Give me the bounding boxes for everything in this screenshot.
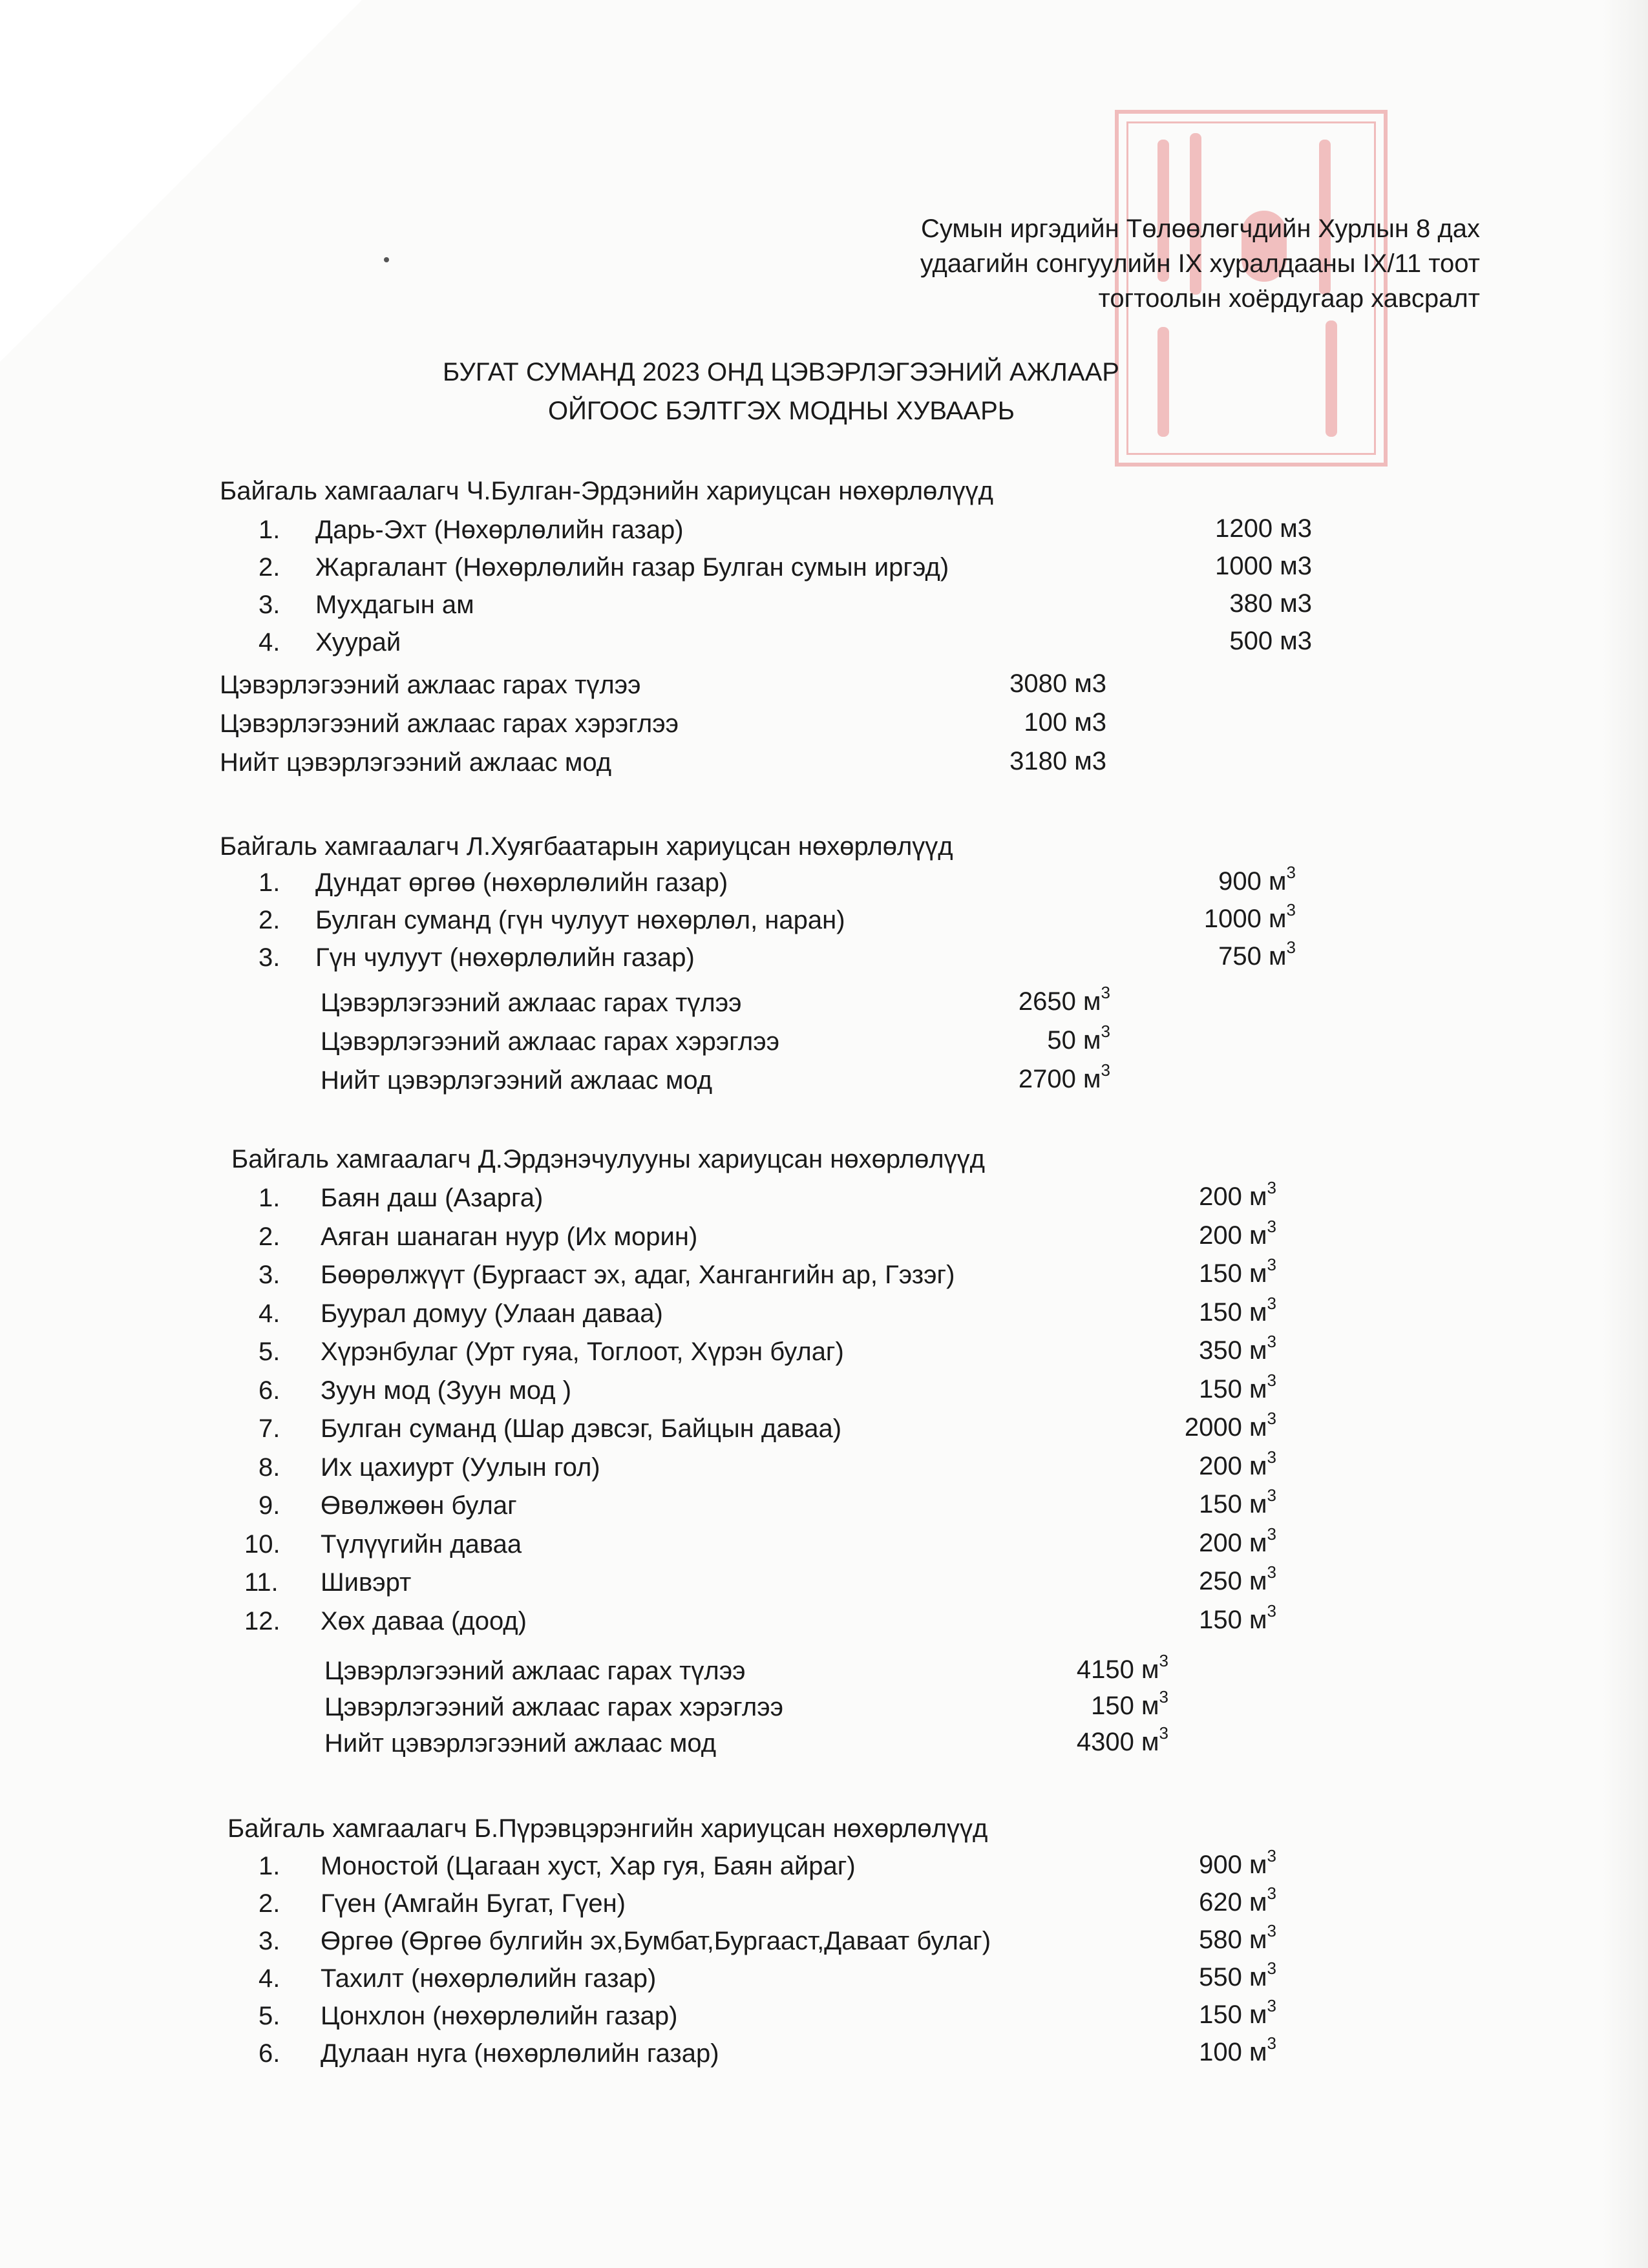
item-name: Аяган шанаган нуур (Их морин) [321,1223,698,1251]
total-quantity: 4150 $м^3$ [1076,1650,1168,1684]
unit-superscript: 3 [1159,1686,1168,1706]
item-quantity: 250 $м^3$ [1199,1562,1276,1595]
total-label: Цэвэрлэгээний ажлаас гарах хэрэглээ [321,1027,780,1056]
total-label: Цэвэрлэгээний ажлаас гарах түлээ [324,1657,746,1685]
item-number: 12. [244,1607,280,1635]
item-quantity: 200 $м^3$ [1199,1447,1276,1480]
item-quantity: 200 $м^3$ [1199,1524,1276,1557]
unit-superscript: 3 [1101,1021,1110,1041]
unit-superscript: 3 [1286,862,1296,882]
item-number: 1. [259,1852,280,1880]
header-line-3: тогтоолын хоёрдугаар хавсралт [1098,284,1480,313]
item-number: 5. [259,2002,280,2030]
header-line-1: Сумын иргэдийн Төлөөлөгчдийн Хурлын 8 дах [920,215,1480,243]
scan-speck [384,257,389,262]
unit-superscript: 3 [1267,2033,1276,2053]
stamp-script-glyph [1326,320,1337,437]
item-number: 6. [259,1376,280,1405]
section-heading: Байгаль хамгаалагч Д.Эрдэнэчулууны хариуцсан нөхөрлөлүүд [231,1145,985,1173]
section-heading: Байгаль хамгаалагч Б.Пүрэвцэрэнгийн хариуцсан нөхөрлөлүүд [227,1814,988,1843]
item-name: Гүен (Амгайн Бугат, Гүен) [321,1889,626,1918]
item-quantity: 150 $м^3$ [1199,1601,1276,1634]
unit-superscript: 3 [1267,1995,1276,2015]
total-label: Нийт цэвэрлэгээний ажлаас мод [321,1066,713,1095]
item-quantity: 620 $м^3$ [1199,1883,1276,1916]
unit-superscript: 3 [1267,1293,1276,1313]
item-quantity: 900 $м^3$ [1199,1845,1276,1879]
section-heading: Байгаль хамгаалагч Ч.Булган-Эрдэнийн хариуцсан нөхөрлөлүүд [220,477,993,505]
unit-superscript: 3 [1101,982,1110,1002]
unit-superscript: 3 [1267,1408,1276,1428]
unit-superscript: 3 [1267,1216,1276,1236]
unit-superscript: 3 [1286,937,1296,957]
item-name: Мухдагын ам [315,591,474,619]
item-name: Тахилт (нөхөрлөлийн газар) [321,1964,657,1993]
unit-superscript: 3 [1267,1254,1276,1274]
item-name: Дундат өргөө (нөхөрлөлийн газар) [315,868,728,897]
item-number: 3. [259,1927,280,1955]
item-number: 2. [259,906,280,934]
total-label: Цэвэрлэгээний ажлаас гарах хэрэглээ [324,1693,784,1721]
item-quantity: 150 $м^3$ [1199,1254,1276,1288]
item-name: Шивэрт [321,1568,412,1597]
item-number: 2. [259,553,280,582]
item-number: 3. [259,1261,280,1289]
item-name: Түлүүгийн даваа [321,1530,522,1559]
unit-superscript: 3 [1267,1562,1276,1582]
item-number: 11. [244,1568,279,1597]
total-quantity: 150 $м^3$ [1091,1686,1168,1720]
item-number: 2. [259,1223,280,1251]
item-name: Цонхлон (нөхөрлөлийн газар) [321,2002,678,2030]
item-name: Жаргалант (Нөхөрлөлийн газар Булган сумын иргэд) [315,553,949,582]
item-quantity: 750 $м^3$ [1218,937,1296,971]
item-name: Дарь-Эхт (Нөхөрлөлийн газар) [315,516,684,544]
unit-superscript: 3 [1267,1601,1276,1621]
item-quantity: 200 $м^3$ [1199,1216,1276,1250]
item-name: Өвөлжөөн булаг [321,1491,517,1520]
total-quantity: 2650 $м^3$ [1018,982,1110,1016]
item-quantity: 150 $м^3$ [1199,1293,1276,1327]
title-line-1: БУГАТ СУМАНД 2023 ОНД ЦЭВЭРЛЭГЭЭНИЙ АЖЛААР [443,358,1119,386]
unit-superscript: 3 [1267,1370,1276,1390]
unit-superscript: 3 [1159,1650,1168,1670]
item-name: Моностой (Цагаан хуст, Хар гуя, Баян айраг) [321,1852,856,1880]
item-number: 5. [259,1338,280,1366]
item-number: 3. [259,591,280,619]
page-edge-shadow [1603,0,1648,2268]
total-quantity: 50 $м^3$ [1047,1021,1110,1055]
item-quantity: 150 $м^3$ [1199,1370,1276,1403]
total-label: Нийт цэвэрлэгээний ажлаас мод [220,748,612,777]
unit-superscript: 3 [1286,899,1296,919]
item-name: Хөх даваа (доод) [321,1607,527,1635]
item-name: Гүн чулуут (нөхөрлөлийн газар) [315,943,695,972]
item-quantity: 350 $м^3$ [1199,1331,1276,1365]
total-label: Цэвэрлэгээний ажлаас гарах түлээ [220,671,641,699]
item-number: 1. [259,868,280,897]
total-label: Нийт цэвэрлэгээний ажлаас мод [324,1729,717,1758]
total-quantity: 4300 $м^3$ [1076,1723,1168,1756]
item-name: Өргөө (Өргөө булгийн эх,Бумбат,Бургааст,Даваат булаг) [321,1927,991,1955]
item-quantity: 550 $м^3$ [1199,1958,1276,1991]
item-quantity: 580 $м^3$ [1199,1920,1276,1954]
total-quantity: 100 м3 [1024,708,1106,737]
item-name: Баян даш (Азарга) [321,1184,544,1212]
unit-superscript: 3 [1267,1958,1276,1978]
item-number: 7. [259,1414,280,1443]
item-quantity: 150 $м^3$ [1199,1485,1276,1518]
stamp-script-glyph [1157,327,1169,437]
item-number: 6. [259,2039,280,2068]
total-quantity: 2700 $м^3$ [1018,1060,1110,1093]
item-number: 8. [259,1453,280,1482]
unit-superscript: 3 [1267,1331,1276,1351]
unit-superscript: 3 [1267,1883,1276,1903]
unit-superscript: 3 [1267,1920,1276,1940]
unit-superscript: 3 [1267,1845,1276,1865]
unit-superscript: 3 [1267,1485,1276,1505]
item-name: Хуурай [315,628,401,656]
item-quantity: 1200 м3 [1215,514,1312,543]
unit-superscript: 3 [1267,1177,1276,1197]
unit-superscript: 3 [1101,1060,1110,1080]
item-name: Булган суманд (Шар дэвсэг, Байцын даваа) [321,1414,842,1443]
item-name: Бөөрөлжүүт (Бургааст эх, адаг, Хангангийн ар, Гэзэг) [321,1261,955,1289]
title-line-2: ОЙГООС БЭЛТГЭХ МОДНЫ ХУВААРЬ [548,397,1015,425]
item-name: Их цахиурт (Уулын гол) [321,1453,600,1482]
total-label: Цэвэрлэгээний ажлаас гарах түлээ [321,989,742,1017]
item-quantity: 100 $м^3$ [1199,2033,1276,2066]
item-quantity: 900 $м^3$ [1218,862,1296,896]
item-quantity: 1000 м3 [1215,552,1312,580]
item-number: 1. [259,1184,280,1212]
item-name: Буурал домуу (Улаан даваа) [321,1299,663,1328]
section-heading: Байгаль хамгаалагч Л.Хуягбаатарын хариуцсан нөхөрлөлүүд [220,832,953,861]
item-quantity: 2000 $м^3$ [1184,1408,1276,1442]
item-quantity: 150 $м^3$ [1199,1995,1276,2029]
item-quantity: 1000 $м^3$ [1203,899,1296,933]
item-name: Хүрэнбулаг (Урт гуяа, Тоглоот, Хүрэн булаг) [321,1338,844,1366]
unit-superscript: 3 [1267,1524,1276,1544]
item-name: Дулаан нуга (нөхөрлөлийн газар) [321,2039,719,2068]
item-number: 4. [259,1299,280,1328]
item-name: Зуун мод (Зуун мод ) [321,1376,572,1405]
item-number: 10. [244,1530,280,1559]
item-quantity: 380 м3 [1229,589,1312,618]
item-quantity: 500 м3 [1229,627,1312,655]
header-line-2: удаагийн сонгуулийн IX хуралдааны IX/11 тоот [920,249,1480,278]
item-number: 1. [259,516,280,544]
item-quantity: 200 $м^3$ [1199,1177,1276,1211]
total-quantity: 3180 м3 [1009,747,1106,775]
item-number: 9. [259,1491,280,1520]
page-corner-fold [0,0,362,362]
unit-superscript: 3 [1159,1723,1168,1743]
total-quantity: 3080 м3 [1009,669,1106,698]
unit-superscript: 3 [1267,1447,1276,1467]
item-number: 4. [259,628,280,656]
total-label: Цэвэрлэгээний ажлаас гарах хэрэглээ [220,709,679,738]
item-number: 2. [259,1889,280,1918]
item-number: 3. [259,943,280,972]
item-name: Булган суманд (гүн чулуут нөхөрлөл, наран) [315,906,845,934]
item-number: 4. [259,1964,280,1993]
